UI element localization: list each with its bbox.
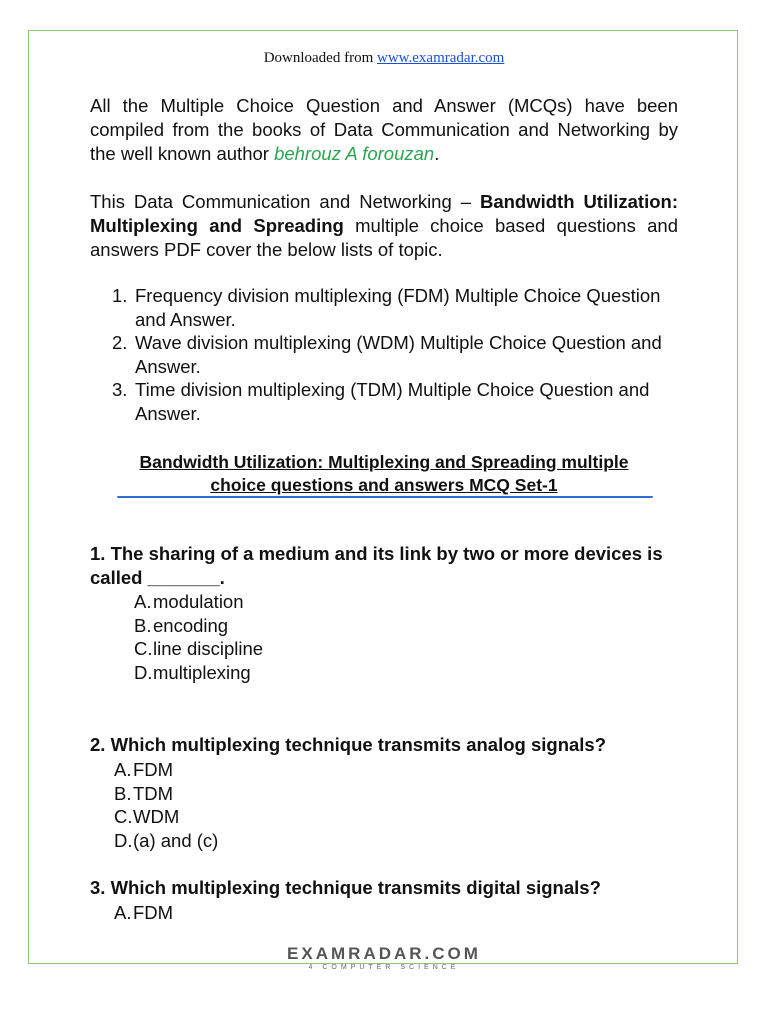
option-item [134, 614, 263, 638]
option-text: FDM [133, 902, 174, 923]
topic-number: 1. [112, 285, 128, 306]
option-letter: A. [134, 591, 152, 612]
topic-item [112, 378, 692, 425]
topic-item [112, 331, 692, 378]
header-prefix: Downloaded from [263, 50, 377, 66]
option-item [134, 590, 263, 614]
download-header [0, 50, 768, 67]
set-title-line1: Bandwidth Utilization: Multiplexing and Spreading multiple [139, 452, 629, 472]
topic-number: 2. [112, 332, 128, 353]
author-name: behrouz A forouzan [274, 143, 435, 164]
topic-text: Time division multiplexing (TDM) Multiple Choice Question and Answer. [135, 379, 650, 424]
topic-number: 3. [112, 379, 128, 400]
examradar-link[interactable]: www.examradar.com [377, 50, 505, 66]
intro-end: . [434, 143, 440, 164]
description-part2: multiple choice based questions and answers PDF cover the below lists of topic. [90, 215, 678, 260]
question-1: 1. The sharing of a medium and its link by two or more devices is called _______. [90, 543, 663, 588]
description-part1: This Data Communication and Networking – [90, 191, 480, 212]
logo-brand: EXAMRADAR.COM [287, 944, 481, 963]
question-1-options [134, 590, 263, 684]
option-text: encoding [153, 614, 229, 636]
question-2: 2. Which multiplexing technique transmits analog signals? [90, 734, 607, 755]
topic-list [112, 284, 692, 425]
option-item [134, 661, 263, 685]
option-text: TDM [133, 782, 174, 804]
set-title-line2: choice questions and answers MCQ Set-1 [210, 475, 558, 495]
option-letter: C. [114, 806, 133, 827]
option-letter: D. [134, 661, 153, 683]
option-text: modulation [153, 591, 244, 612]
option-item [114, 805, 218, 829]
set-divider [117, 496, 653, 498]
option-letter: C. [134, 638, 153, 659]
option-item [114, 829, 218, 853]
option-text: FDM [133, 759, 174, 780]
topic-item [112, 284, 692, 331]
logo-tagline: 4 COMPUTER SCIENCE [308, 964, 460, 971]
option-letter: B. [114, 782, 132, 804]
question-3: 3. Which multiplexing technique transmits digital signals? [90, 877, 601, 898]
topic-text: Frequency division multiplexing (FDM) Multiple Choice Question and Answer. [135, 285, 661, 330]
option-letter: D. [114, 829, 133, 851]
option-text: multiplexing [153, 661, 251, 683]
question-2-options [114, 758, 218, 852]
intro-paragraph [90, 94, 678, 166]
examradar-logo [0, 944, 768, 971]
option-text: (a) and (c) [133, 829, 219, 851]
option-text: line discipline [153, 638, 264, 659]
option-letter: A. [114, 902, 132, 923]
set-title [90, 451, 678, 497]
question-3-options [114, 901, 173, 925]
option-item [114, 758, 218, 782]
description-topic: Bandwidth Utilization: Multiplexing and Spreading [90, 191, 678, 236]
intro-text: All the Multiple Choice Question and Answer (MCQs) have been compiled from the books of Data Communication and Networking by the well known author [90, 95, 678, 164]
option-item [134, 637, 263, 661]
option-letter: A. [114, 759, 132, 780]
option-item [114, 901, 173, 925]
topic-text: Wave division multiplexing (WDM) Multiple Choice Question and Answer. [135, 332, 662, 377]
option-item [114, 782, 218, 806]
option-text: WDM [133, 806, 180, 827]
description-paragraph [90, 190, 678, 262]
option-letter: B. [134, 614, 152, 636]
